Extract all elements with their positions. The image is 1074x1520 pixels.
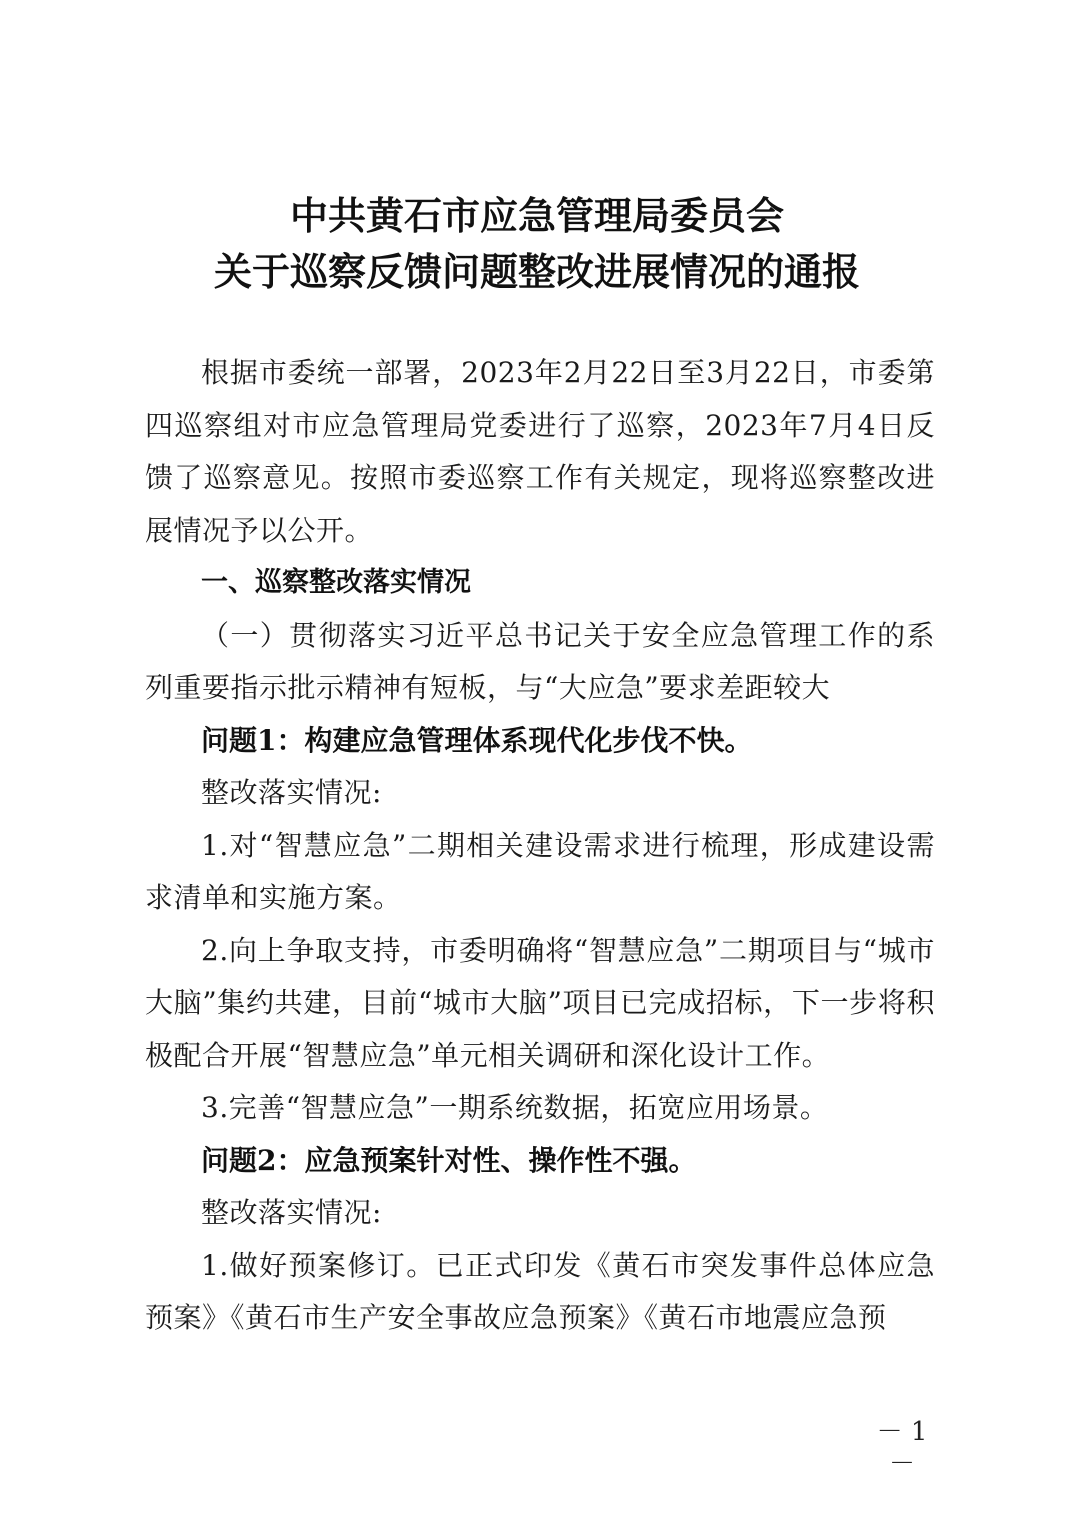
intro-paragraph: 根据市委统一部署，2023年2月22日至3月22日，市委第四巡察组对市应急管理局党委进行了巡察，2023年7月4日反馈了巡察意见。按照市委巡察工作有关规定，现将巡察整改进展情况予以公开。 — [145, 356, 935, 547]
problem-2-heading: 问题2：应急预案针对性、操作性不强。 — [201, 1143, 697, 1177]
title-line-1: 中共黄石市应急管理局委员会 — [289, 193, 784, 238]
problem-1-item-2: 2.向上争取支持，市委明确将“智慧应急”二期项目与“城市大脑”集约共建，目前“城市大脑”项目已完成招标，下一步将积极配合开展“智慧应急”单元相关调研和深化设计工作。 — [145, 933, 935, 1072]
problem-2-status-label: 整改落实情况: — [201, 1196, 382, 1229]
section-heading-1: 一、巡察整改落实情况 — [201, 567, 471, 598]
document-body — [145, 347, 935, 1345]
problem-1-item-1: 1.对“智慧应急”二期相关建设需求进行梳理，形成建设需求清单和实施方案。 — [145, 828, 935, 914]
problem-2-item-1: 1.做好预案修订。已正式印发《黄石市突发事件总体应急预案》《黄石市生产安全事故应急预案》《黄石市地震应急预 — [145, 1248, 935, 1334]
title-line-2: 关于巡察反馈问题整改进展情况的通报 — [213, 249, 860, 294]
problem-1-heading: 问题1：构建应急管理体系现代化步伐不快。 — [201, 723, 753, 757]
subsection-heading-1: （一）贯彻落实习近平总书记关于安全应急管理工作的系列重要指示批示精神有短板，与“大应急”要求差距较大 — [145, 618, 935, 704]
problem-1-status-label: 整改落实情况: — [201, 776, 382, 809]
document-title — [0, 188, 1074, 300]
page-number: － 1 － — [876, 1417, 928, 1479]
problem-1-item-3: 3.完善“智慧应急”一期系统数据，拓宽应用场景。 — [201, 1091, 829, 1124]
